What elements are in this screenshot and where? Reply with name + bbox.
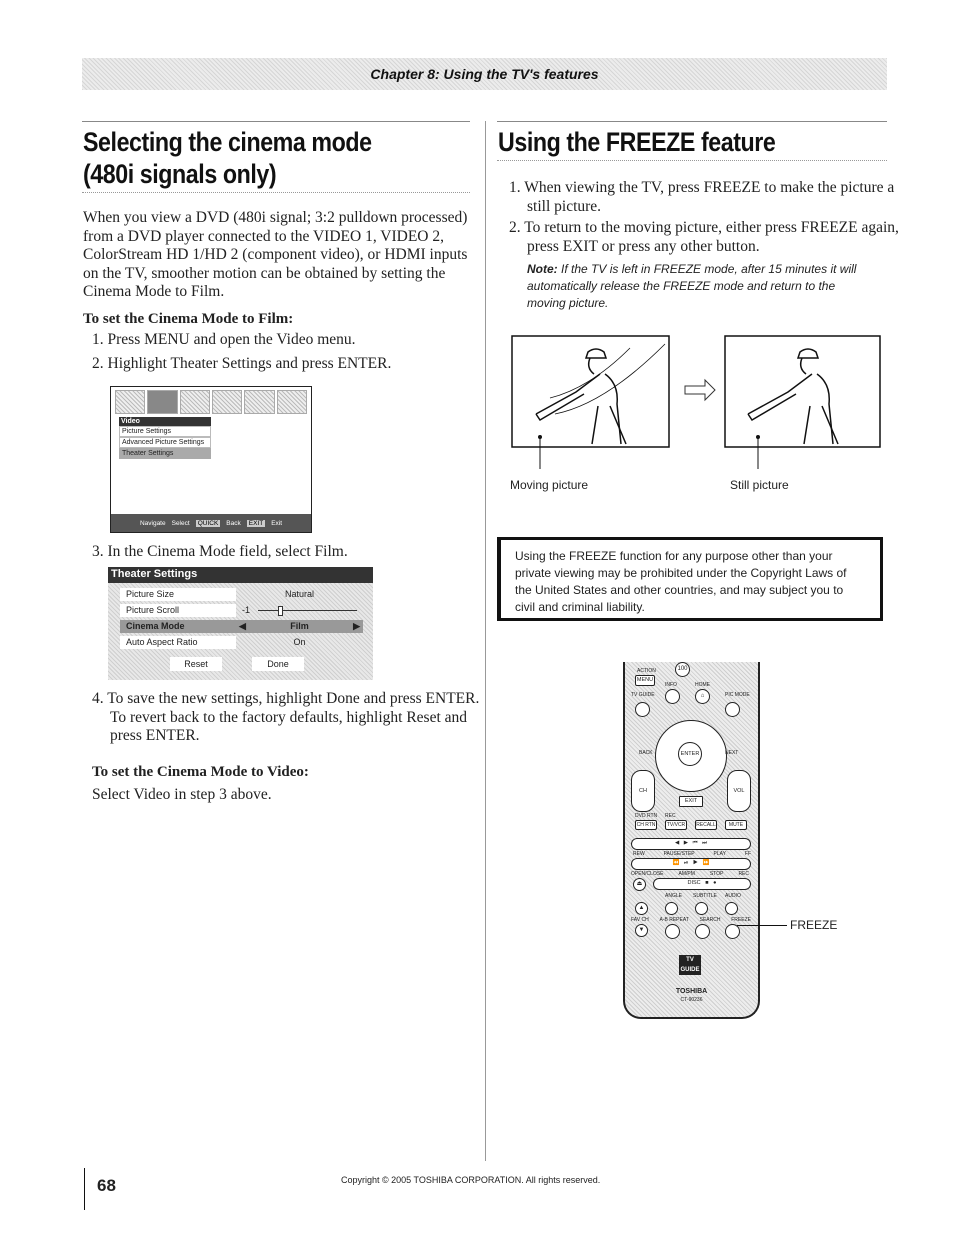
pic-mode-label: PIC MODE [725, 692, 750, 698]
moving-picture-frame [512, 336, 669, 469]
row-value: On [293, 637, 306, 647]
ch-rtn-button: CH RTN [636, 822, 656, 828]
still-picture-frame [725, 336, 880, 469]
freeze-step-2: 2. To return to the moving picture, either press FREEZE again, press EXIT or press any other button. [509, 219, 899, 255]
ff-label: FF [744, 851, 751, 857]
action-label: ACTION [637, 668, 656, 674]
step-4: 4. To save the new settings, highlight Done and press ENTER. To revert back to the factory defaults, highlight Reset and press ENTER. [92, 690, 480, 744]
disc-button: DISC [687, 880, 701, 886]
ab-repeat-label: A-B REPEAT [659, 917, 689, 923]
transport-row: ⏪ ⏯ ▶ ⏩ [631, 858, 751, 870]
menu-item: Picture Settings [119, 426, 211, 437]
rew-label: REW [633, 851, 645, 857]
video-subheading: To set the Cinema Mode to Video: [92, 764, 309, 780]
title-line: (480i signals only) [83, 159, 277, 189]
video-icon [147, 390, 177, 414]
cinema-value: Film [290, 621, 309, 631]
transport-labels [633, 851, 751, 857]
rec-label: REC [665, 813, 676, 819]
step-2: 2. Highlight Theater Settings and press ENTER. [92, 355, 392, 372]
row-value: Natural [284, 589, 314, 599]
navigate-hint: Navigate [139, 519, 166, 527]
volume-rocker: VOL [727, 770, 751, 812]
video-submenu [119, 417, 211, 459]
scroll-value: -1 [242, 605, 251, 615]
freeze-step-1: 1. When viewing the TV, press FREEZE to make the picture a still picture. [509, 179, 895, 215]
freeze-label: FREEZE [731, 917, 751, 923]
right-arrow-icon: ▶ [353, 621, 360, 631]
video-menu-screenshot [110, 386, 312, 533]
divider [82, 192, 470, 193]
ab-repeat-button [665, 924, 680, 939]
info-label: INFO [665, 682, 677, 688]
applications-icon [277, 390, 307, 414]
menu-nav-bar [111, 514, 311, 532]
note-text: If the TV is left in FREEZE mode, after 15 minutes it will automatically release the FREEZE mode and return to the moving picture. [527, 262, 857, 310]
remote-control-illustration [623, 662, 760, 1019]
next-label: NEXT [725, 750, 739, 756]
fav-ch-label: FAV CH [631, 917, 649, 923]
chapter-title: Chapter 8: Using the TV's features [370, 66, 599, 82]
row-picture-scroll [116, 604, 363, 617]
step-1: 1. Press MENU and open the Video menu. [92, 331, 356, 348]
copyright-warning-box: Using the FREEZE function for any purpose other than your private viewing may be prohibited under the Copyright Laws of the United States and other countries, and may subject you to civil and criminal liability. [497, 537, 883, 621]
slider-thumb [278, 606, 283, 616]
setup-icon [212, 390, 242, 414]
footer-rule [84, 1168, 85, 1210]
copyright-footer: Copyright © 2005 TOSHIBA CORPORATION. All rights reserved. [341, 1175, 601, 1185]
video-instruction: Select Video in step 3 above. [92, 786, 272, 803]
row-label: Picture Scroll [120, 604, 236, 617]
tv-guide-logo: TV GUIDE [680, 957, 700, 973]
info-button [665, 689, 680, 704]
exit-button: EXIT [679, 796, 703, 807]
row-label: Auto Aspect Ratio [120, 636, 236, 649]
subtitle-button [695, 902, 708, 915]
caption-still: Still picture [730, 478, 789, 492]
search-button [695, 924, 710, 939]
audio-label: AUDIO [725, 893, 741, 899]
freeze-button [725, 924, 740, 939]
row-value [236, 620, 363, 633]
page-number: 68 [97, 1176, 116, 1195]
menu-item-selected: Theater Settings [119, 448, 211, 459]
done-button: Done [252, 657, 304, 671]
search-label: SEARCH [699, 917, 721, 923]
audio-button [725, 902, 738, 915]
divider [497, 160, 887, 161]
note-label: Note: [527, 262, 558, 276]
film-subheading: To set the Cinema Mode to Film: [83, 311, 294, 327]
section-title-cinema-mode [83, 126, 461, 190]
model-number: CT-90236 [680, 997, 703, 1003]
channel-rocker: CH [631, 770, 655, 812]
bottom-labels [631, 917, 751, 923]
submenu-title: Video [119, 417, 211, 426]
freeze-illustration [510, 334, 885, 474]
angle-button [665, 902, 678, 915]
lock-icon [244, 390, 274, 414]
theater-settings-screenshot [108, 567, 373, 680]
theater-title: Theater Settings [108, 567, 373, 583]
row-cinema-mode [116, 620, 363, 633]
home-label: HOME [695, 682, 710, 688]
stop-labels [631, 871, 749, 877]
back-label: BACK [639, 750, 653, 756]
enter-button: ENTER [678, 742, 702, 766]
step-3: 3. In the Cinema Mode field, select Film. [92, 543, 348, 560]
skip-row: ◀ ▶ ⏮ ⏭ [631, 838, 751, 850]
button-100: 100 [675, 662, 690, 677]
back-key: QUICK [197, 519, 219, 527]
exit-key: EXIT [248, 519, 264, 527]
caption-moving: Moving picture [510, 478, 589, 492]
menu-item: Advanced Picture Settings [119, 437, 211, 448]
row-value [236, 604, 363, 617]
angle-label: ANGLE [665, 893, 682, 899]
menu-icon-bar [115, 390, 307, 414]
open-close-label: OPEN/CLOSE [631, 871, 664, 877]
home-button: ⌂ [695, 689, 710, 704]
tv-guide-button [635, 702, 650, 717]
row-label: Cinema Mode [120, 620, 236, 633]
exit-hint: Exit [271, 519, 283, 527]
menu-icon [115, 390, 145, 414]
row-auto-aspect [116, 636, 363, 649]
audio-icon [180, 390, 210, 414]
divider [497, 121, 887, 122]
dvd-rtn-label: DVD RTN [635, 813, 658, 819]
fav-up-button: ▲ [635, 902, 648, 915]
subtitle-label: SUBTITLE [693, 893, 717, 899]
fav-down-button: ▼ [635, 924, 648, 937]
left-arrow-icon: ◀ [239, 621, 246, 631]
eject-button: ⏏ [633, 878, 646, 891]
pic-mode-button [725, 702, 740, 717]
tv-vcr-button: TV/VCR [666, 822, 686, 828]
pause-label: PAUSE/STEP [663, 851, 695, 857]
ampm-label: AM/PM [678, 871, 695, 877]
select-hint: Select [171, 519, 190, 527]
column-divider [485, 121, 486, 1161]
stop-label: STOP [709, 871, 724, 877]
recall-button: RECALL [696, 822, 716, 828]
disc-row: DISC ■ ● [653, 878, 751, 890]
back-hint: Back [226, 519, 241, 527]
row-picture-size [116, 588, 363, 601]
freeze-callout-line [737, 925, 787, 926]
freeze-note [527, 261, 867, 312]
menu-button: MENU [635, 675, 655, 686]
freeze-callout-label: FREEZE [790, 918, 838, 932]
play-label: PLAY [713, 851, 726, 857]
row-label: Picture Size [120, 588, 236, 601]
mute-button: MUTE [725, 820, 747, 830]
rec-label: REC [738, 871, 749, 877]
tv-guide-label: TV GUIDE [631, 692, 655, 698]
arrow-right-icon [685, 380, 715, 400]
brand-logo: TOSHIBA [675, 988, 708, 995]
chapter-header [82, 58, 887, 90]
intro-paragraph: When you view a DVD (480i signal; 3:2 pulldown processed) from a DVD player connected to the VIDEO 1, VIDEO 2, ColorStream HD 1/HD 2 (component video), or HDMI inputs on the TV, smoother motion can be obtained by setting the Cinema Mode to Film. [83, 209, 468, 300]
reset-button: Reset [170, 657, 222, 671]
title-line: Selecting the cinema mode [83, 127, 372, 157]
divider [82, 121, 470, 122]
scroll-slider [258, 610, 357, 611]
section-title-freeze: Using the FREEZE feature [498, 127, 776, 157]
